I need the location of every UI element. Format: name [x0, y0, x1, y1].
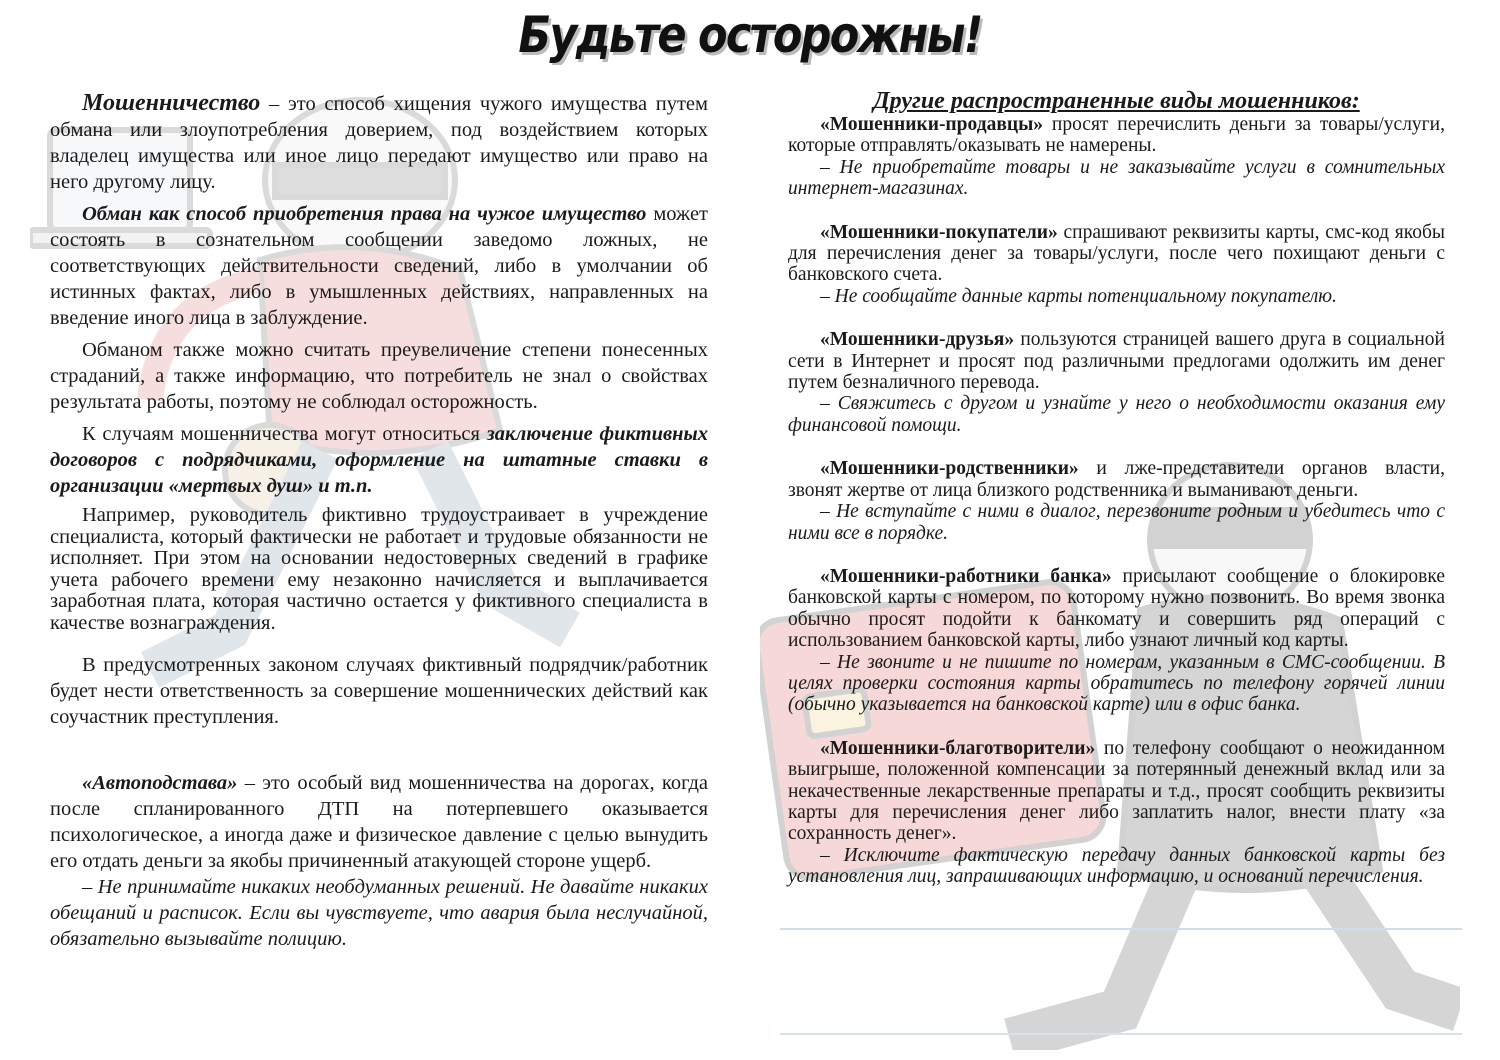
fraud-type-description: [788, 458, 1445, 501]
fraud-type-block: [788, 114, 1445, 200]
fraud-type-advice: – Не сообщайте данные карты потенциальному покупателю.: [820, 285, 1337, 307]
fraud-type-term: «Мошенники-продавцы»: [820, 114, 1044, 135]
fraud-type-advice: – Не вступайте с ними в диалог, перезвоните родным и убедитесь что с ними все в порядке.: [788, 501, 1445, 544]
fraud-cases-paragraph: [50, 421, 708, 499]
fraud-type-text: просят перечислить деньги за товары/услуги, которые отправлять/оказывать не намерены.: [788, 114, 1445, 157]
divider: [780, 1033, 1462, 1035]
fraud-type-description: [788, 566, 1445, 652]
autopodstava-text: – это особый вид мошенничества на дорогах, когда после спланированного ДТП на потерпевшего оказывается психологическое, а иногда даже и физическое давление с целью вынудить его отдать деньги за якобы причиненный атакующей стороне ущерб.: [50, 772, 708, 872]
fraud-type-block: [788, 458, 1445, 544]
fraud-type-text: по телефону сообщают о неожиданном выигрыше, положенной компенсации за потерянный денежный вклад или за некачественные лекарственные препараты и т.д., просят сообщить реквизиты карты для перечисления денег либо заплатить налог, внести плату «за сохранность денег».: [788, 737, 1445, 845]
fraud-type-description: [788, 738, 1445, 845]
fraud-type-advice: – Исключите фактическую передачу данных банковской карты без установления лиц, запрашивающих информацию, и оснований перечисления.: [788, 844, 1445, 888]
deception-text: может состоять в сознательном сообщении заведомо ложных, не соответствующих действительности сведений, либо в умолчании об истинных фактах, либо в умышленных действиях, направленных на введение иного лица в заблуждение.: [50, 203, 708, 329]
fraud-definition-text: – это способ хищения чужого имущества путем обмана или злоупотребления доверием, под воздействием которых владелец имущества или иное лицо передают имущество или право на него другому лицу.: [50, 93, 708, 193]
fraud-type-term: «Мошенники-друзья»: [820, 329, 1015, 351]
page-title: Будьте осторожны!: [518, 6, 982, 64]
fraud-type-term: «Мошенники-родственники»: [820, 458, 1079, 480]
fraud-type-block: [788, 566, 1445, 716]
deception-term: Обман как способ приобретения права на чужое имущество: [82, 203, 647, 225]
autopodstava-term: «Автоподстава»: [82, 772, 238, 794]
exaggeration-paragraph: Обманом также можно считать преувеличение степени понесенных страданий, а также информацию, что потребитель не знал о свойствах результата работы, поэтому не соблюдал осторожность.: [50, 339, 708, 413]
fraud-type-description: [788, 329, 1445, 393]
fraud-type-block: [788, 738, 1445, 888]
right-column: [788, 88, 1445, 910]
fraud-cases-emphasis: заключение фиктивных договоров с подрядчиками, оформление на штатные ставки в организации «мертвых душ» и т.п.: [50, 423, 709, 497]
divider: [780, 928, 1462, 930]
right-column-heading: Другие распространенные виды мошенников:: [873, 88, 1360, 114]
fraud-type-advice: – Не звоните и не пишите по номерам, указанным в СМС-сообщении. В целях проверки состояния карты обратитесь по телефону горячей линии (обычно указывается на банковской карте) или в офис банка.: [788, 651, 1445, 716]
fraud-type-term: «Мошенники-благотворители»: [820, 737, 1096, 759]
fraud-type-text: спрашивают реквизиты карты, смс-код якобы для перечисления денег за товары/услуги, после чего похищают деньги с банковского счета.: [788, 221, 1445, 286]
fraud-definition-paragraph: [50, 90, 708, 195]
fraud-type-advice: – Свяжитесь с другом и узнайте у него о необходимости оказания ему финансовой помощи.: [788, 393, 1445, 436]
fraud-type-text: пользуются страницей вашего друга в социальной сети в Интернет и просят под различными предлогами одолжить им денег путем безналичного перевода.: [788, 329, 1445, 394]
deception-paragraph: [50, 201, 708, 331]
fraud-type-description: [788, 222, 1445, 286]
left-column: [50, 90, 708, 952]
fraud-type-term: «Мошенники-работники банка»: [820, 565, 1112, 587]
liability-paragraph: В предусмотренных законом случаях фиктивный подрядчик/работник будет нести ответственность за совершение мошеннических действий как соучастник преступления.: [50, 654, 708, 728]
fraud-cases-text: К случаям мошенничества могут относиться: [82, 423, 487, 445]
fraud-type-advice: – Не приобретайте товары и не заказывайте услуги в сомнительных интернет-магазинах.: [788, 156, 1445, 200]
example-paragraph: Например, руководитель фиктивно трудоустраивает в учреждение специалиста, который фактически не работает и трудовые обязанности не исполняет. При этом на основании недостоверных сведений в графике учета рабочего времени ему незаконно начисляется и выплачивается заработная плата, которая частично остается у фиктивного специалиста в качестве вознаграждения.: [50, 504, 708, 634]
autopodstava-paragraph: [50, 770, 708, 874]
fraud-term: Мошенничество: [82, 90, 261, 116]
fraud-type-description: [788, 114, 1445, 157]
fraud-type-term: «Мошенники-покупатели»: [820, 221, 1058, 243]
fraud-type-text: присылают сообщение о блокировке банковской карты с номером, по которому нужно позвонить. Во время звонка обычно просят подойти к банкомату и совершить ряд операций с использованием банковской карты, либо узнают личный код карты.: [788, 565, 1445, 652]
fraud-type-block: [788, 329, 1445, 436]
fraud-type-block: [788, 222, 1445, 308]
autopodstava-advice: – Не принимайте никаких необдуманных решений. Не давайте никаких обещаний и расписок. Если вы чувствуете, что авария была неслучайной, обязательно вызывайте полицию.: [50, 876, 708, 950]
fraud-type-text: и лже-представители органов власти, звонят жертве от лица близкого родственника и выманивают деньги.: [788, 458, 1445, 501]
